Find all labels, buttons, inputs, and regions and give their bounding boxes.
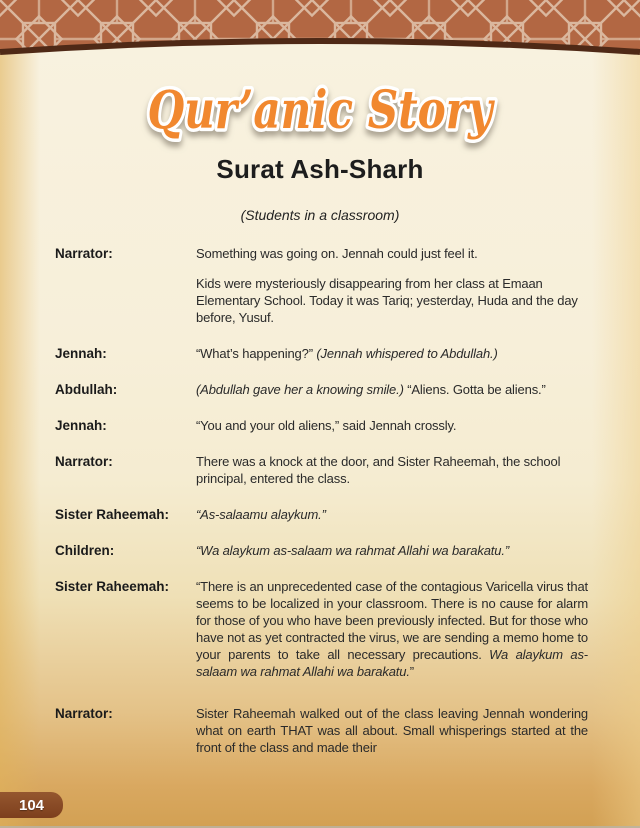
spoken-text: Kids were mysteriously disappearing from her class at Emaan Elementary School. Today it was Tariq; yesterday, Huda and the day before, Yusuf. bbox=[196, 276, 578, 325]
dialogue-paragraph bbox=[196, 381, 588, 398]
scene-caption: (Students in a classroom) bbox=[240, 207, 400, 223]
dialogue-text bbox=[196, 542, 588, 559]
dialogue-paragraph bbox=[196, 417, 588, 434]
dialogue-entry bbox=[55, 578, 588, 680]
spoken-text: “There is an unprecedented case of the contagious Varicella virus that seems to be localized in your classroom. There is no cause for alarm for those of you who have been previously infected. But for those who have not as yet contracted the virus, we are sending a memo home to your parents to take all necessary precautions. bbox=[196, 579, 588, 662]
spoken-text: Sister Raheemah walked out of the class leaving Jennah wondering what on earth THAT was all about. Small whisperings started at the front of the class and made their bbox=[196, 706, 588, 755]
speaker-label: Narrator: bbox=[55, 246, 113, 261]
dialogue-entry bbox=[55, 453, 588, 487]
dialogue-text bbox=[196, 578, 588, 680]
dialogue-entry bbox=[55, 345, 588, 362]
dialogue-text bbox=[196, 345, 588, 362]
speaker-label: Sister Raheemah: bbox=[55, 507, 170, 522]
speaker-label: Abdullah: bbox=[55, 382, 118, 397]
speaker-label: Sister Raheemah: bbox=[55, 579, 170, 594]
spoken-text: ” bbox=[409, 664, 414, 679]
page-title: Qur’anic Story bbox=[147, 80, 496, 141]
stage-direction-text: (Jennah whispered to Abdullah.) bbox=[316, 346, 498, 361]
dialogue-entry bbox=[55, 506, 588, 523]
page-number-tab bbox=[0, 792, 63, 818]
dialogue-paragraph bbox=[196, 506, 588, 523]
speaker-label: Jennah: bbox=[55, 346, 107, 361]
stage-direction-text: “Wa alaykum as-salaam wa rahmat Allahi wa barakatu.” bbox=[196, 543, 509, 558]
stage-direction-text: “As-salaamu alaykum.” bbox=[196, 507, 326, 522]
speaker-label: Jennah: bbox=[55, 418, 107, 433]
dialogue-entry bbox=[55, 381, 588, 398]
spoken-text: “What’s happening?” bbox=[196, 346, 317, 361]
dialogue-entry bbox=[55, 705, 588, 756]
dialogue-text bbox=[196, 245, 588, 326]
surah-title: Surat Ash-Sharh bbox=[216, 154, 424, 184]
dialogue-paragraph bbox=[196, 245, 588, 262]
dialogue-paragraph bbox=[196, 705, 588, 756]
spoken-text: “You and your old aliens,” said Jennah crossly. bbox=[196, 418, 457, 433]
dialogue-text bbox=[196, 506, 588, 523]
dialogue-paragraph bbox=[196, 275, 588, 326]
dialogue-entry bbox=[55, 542, 588, 559]
dialogue-text bbox=[196, 705, 588, 756]
spoken-text: Something was going on. Jennah could just feel it. bbox=[196, 246, 478, 261]
dialogue-paragraph bbox=[196, 542, 588, 559]
dialogue-text bbox=[196, 417, 588, 434]
stage-direction-text: (Abdullah gave her a knowing smile.) bbox=[196, 382, 408, 397]
story-title-banner bbox=[0, 68, 640, 152]
dialogue-text bbox=[196, 453, 588, 487]
speaker-label: Narrator: bbox=[55, 454, 113, 469]
spoken-text: “Aliens. Gotta be aliens.” bbox=[407, 382, 546, 397]
dialogue-text bbox=[196, 381, 588, 398]
speaker-label: Narrator: bbox=[55, 706, 113, 721]
dialogue-list bbox=[55, 245, 588, 756]
dialogue-paragraph bbox=[196, 578, 588, 680]
dialogue-entry bbox=[55, 417, 588, 434]
dialogue-paragraph bbox=[196, 345, 588, 362]
page-number: 104 bbox=[18, 796, 45, 814]
dialogue-paragraph bbox=[196, 453, 588, 487]
spoken-text: There was a knock at the door, and Sister Raheemah, the school principal, entered the class. bbox=[196, 454, 561, 486]
dialogue-entry bbox=[55, 245, 588, 326]
speaker-label: Children: bbox=[55, 543, 115, 558]
decorative-banner bbox=[0, 0, 640, 64]
stage-direction-text: Wa alaykum as-salaam wa rahmat Allahi wa barakatu. bbox=[196, 647, 588, 679]
